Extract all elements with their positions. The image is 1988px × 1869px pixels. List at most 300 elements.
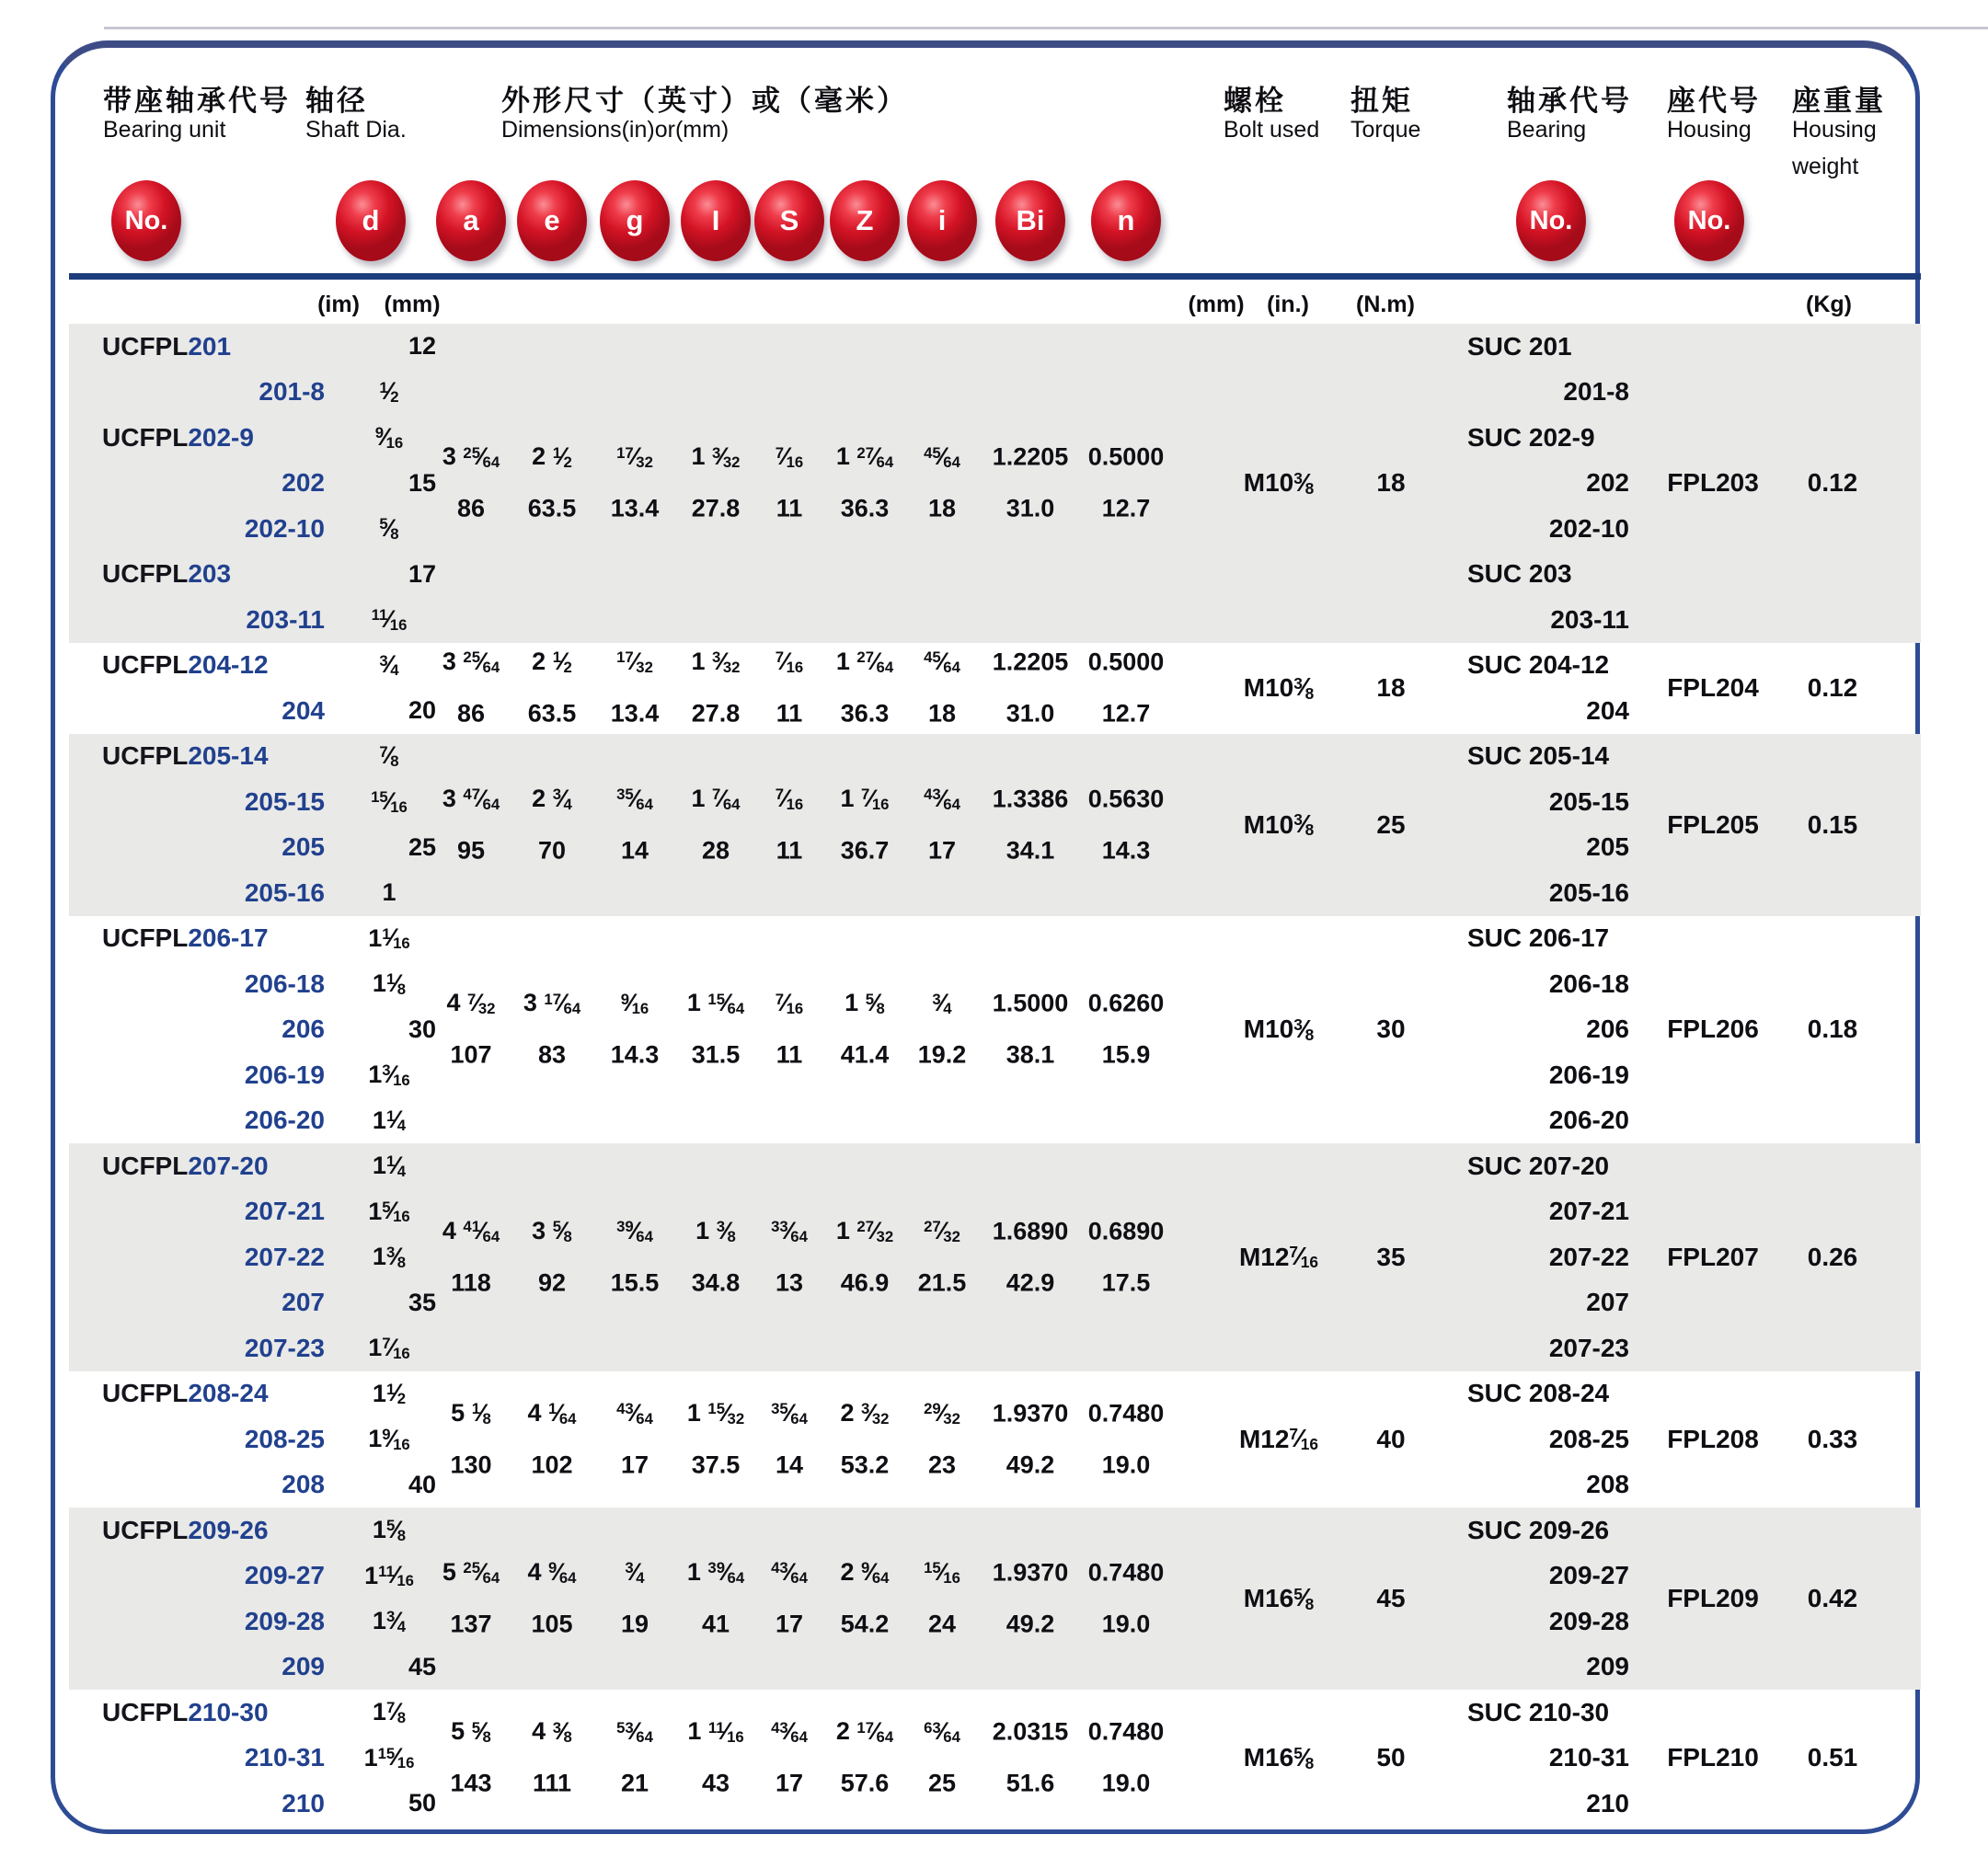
column-badge-i: i: [907, 180, 977, 261]
spec-row: [69, 552, 1921, 598]
shaft-dia-inch: 1 $^7⁄_{16}$: [368, 1333, 410, 1362]
unit-label-bolt_in: (in.): [1267, 292, 1309, 317]
dim-value: 41.4: [840, 1040, 890, 1069]
dim-value: 34.8: [691, 1268, 741, 1297]
dim-value: $^{45}⁄_{64}$: [924, 648, 960, 676]
shaft-dia-inch: $^3⁄_4$: [379, 650, 399, 680]
dim-value: 17: [927, 836, 957, 864]
dim-value: 0.7480: [1087, 1399, 1165, 1428]
bearing-unit-label: 207-22: [244, 1242, 325, 1271]
dim-value: 1 $^{11}⁄_{16}$: [687, 1717, 744, 1747]
bearing-no: 207: [1586, 1288, 1629, 1317]
dim-value: 28: [701, 836, 730, 864]
header-en: Bearing unit: [103, 117, 226, 143]
bearing-unit-label: 209-28: [244, 1606, 325, 1635]
dim-value: 34.1: [1005, 836, 1055, 864]
dim-value: 19.0: [1101, 1610, 1151, 1638]
dim-value: 54.2: [840, 1610, 890, 1638]
housing-no: FPL204: [1667, 673, 1759, 702]
torque-value: 18: [1376, 468, 1406, 498]
shaft-dia-inch: 1: [382, 878, 396, 907]
bearing-unit-label: 205-15: [244, 786, 325, 816]
housing-weight: 0.33: [1807, 1424, 1858, 1453]
spec-row: [69, 370, 1921, 416]
dim-value: $^{63}⁄_{64}$: [924, 1717, 960, 1747]
dim-value: 137: [450, 1610, 492, 1638]
header-zh: 座代号: [1667, 85, 1761, 117]
dims-row-inch: [69, 1392, 1921, 1436]
housing-weight: 0.42: [1807, 1584, 1858, 1612]
dim-value: 107: [450, 1040, 492, 1069]
dims-row-mm: [69, 1602, 1921, 1646]
dim-value: $^{15}⁄_{16}$: [924, 1558, 960, 1587]
dim-value: 4 $^1⁄_{64}$: [527, 1398, 577, 1428]
dim-value: 36.3: [840, 494, 890, 522]
dim-value: 27.8: [691, 699, 741, 728]
spec-row: [69, 734, 1921, 780]
spec-row: [69, 1143, 1921, 1189]
dim-value: 2 $^1⁄_2$: [532, 648, 572, 676]
bearing-unit-label: 207-23: [244, 1333, 325, 1362]
column-badge-no: No.: [1516, 180, 1586, 261]
bearing-no: 202: [1586, 468, 1629, 498]
dim-value: 0.7480: [1087, 1558, 1165, 1587]
dim-value: 31.0: [1005, 699, 1055, 728]
dim-value: 24: [927, 1610, 957, 1638]
dim-value: $^{43}⁄_{64}$: [924, 784, 960, 813]
spec-block: [69, 1143, 1921, 1371]
bolt-size: M16 $^5⁄_8$: [1243, 1742, 1315, 1772]
dim-value: 43: [701, 1769, 730, 1797]
dims-row-inch: [69, 640, 1921, 684]
bearing-unit-label: 205-16: [244, 877, 325, 907]
shaft-dia-mm: 15: [408, 468, 437, 497]
dim-value: $^7⁄_{16}$: [775, 784, 804, 813]
dim-value: 86: [456, 494, 486, 522]
dim-value: 3 $^{25}⁄_{64}$: [442, 648, 500, 676]
dim-value: $^{43}⁄_{64}$: [771, 1558, 808, 1587]
column-badge-z: Z: [830, 180, 900, 261]
dim-value: 49.2: [1005, 1450, 1055, 1479]
dim-value: 18: [927, 494, 957, 522]
shaft-dia-inch: 1 $^3⁄_{16}$: [368, 1060, 410, 1089]
spec-block: [69, 1371, 1921, 1508]
dim-value: 31.5: [691, 1040, 741, 1069]
dim-value: 1.2205: [992, 442, 1069, 471]
bearing-unit-label: UCFPL 206-17: [102, 923, 269, 953]
spec-row: [69, 870, 1921, 916]
housing-no: FPL205: [1667, 809, 1759, 839]
dim-value: 102: [531, 1450, 573, 1479]
dim-value: 86: [456, 699, 486, 728]
housing-weight: 0.26: [1807, 1242, 1858, 1271]
bearing-unit-label: 206-19: [244, 1060, 325, 1089]
torque-value: 30: [1376, 1015, 1406, 1044]
header-zh: 螺栓: [1224, 85, 1286, 117]
bearing-unit-label: 210: [282, 1788, 325, 1817]
dim-value: 95: [456, 836, 486, 864]
shaft-dia-mm: 30: [408, 1015, 437, 1043]
dim-value: 14: [775, 1450, 804, 1479]
bearing-unit-label: 202-10: [244, 513, 325, 543]
dim-value: $^{29}⁄_{32}$: [924, 1398, 960, 1428]
dim-value: 105: [531, 1610, 573, 1638]
dim-value: 1.9370: [992, 1558, 1069, 1587]
bearing-unit-label: 203-11: [246, 604, 325, 634]
dim-value: 11: [776, 836, 803, 864]
column-badge-no: No.: [111, 180, 181, 261]
dim-value: 51.6: [1005, 1769, 1055, 1797]
bearing-unit-label: 206-18: [244, 969, 325, 998]
dim-value: 19.2: [917, 1040, 967, 1069]
bearing-no: SUC 209-26: [1467, 1515, 1610, 1544]
dim-value: 1 $^{27}⁄_{64}$: [835, 648, 894, 676]
dim-value: 1 $^3⁄_{32}$: [691, 442, 741, 472]
spec-row: [69, 597, 1921, 643]
dim-value: 13: [775, 1268, 804, 1297]
dim-value: 14.3: [610, 1040, 660, 1069]
dim-value: $^7⁄_{16}$: [775, 442, 804, 472]
dim-value: 17: [620, 1450, 649, 1479]
bearing-no: SUC 208-24: [1467, 1379, 1610, 1408]
dim-value: 12.7: [1101, 699, 1151, 728]
shaft-dia-mm: 25: [408, 832, 437, 861]
housing-no: FPL209: [1667, 1584, 1759, 1612]
dim-value: 70: [537, 836, 567, 864]
dim-value: $^{33}⁄_{64}$: [771, 1216, 808, 1245]
bearing-no: SUC 205-14: [1467, 741, 1610, 771]
dim-value: 0.6260: [1087, 989, 1165, 1017]
dim-value: 1 $^3⁄_8$: [695, 1216, 736, 1245]
dim-value: 0.5630: [1087, 785, 1165, 812]
shaft-dia-inch: 1 $^9⁄_{16}$: [368, 1424, 410, 1453]
bearing-no: 206: [1586, 1015, 1629, 1044]
column-badge-s: S: [754, 180, 824, 261]
dim-value: 21.5: [917, 1268, 967, 1297]
dim-value: $^7⁄_{16}$: [775, 648, 804, 676]
dim-value: 111: [532, 1769, 572, 1797]
bearing-unit-label: 205: [282, 832, 325, 862]
spec-row: [69, 1098, 1921, 1144]
dim-value: 4 $^{41}⁄_{64}$: [442, 1216, 500, 1245]
dim-value: 1 $^3⁄_{32}$: [691, 648, 741, 676]
torque-value: 18: [1376, 673, 1406, 702]
dim-value: 2 $^{17}⁄_{64}$: [835, 1717, 894, 1747]
shaft-dia-inch: 1 $^5⁄_{16}$: [368, 1197, 410, 1226]
bearing-unit-label: 204: [282, 695, 325, 725]
bearing-no: 206-18: [1548, 969, 1629, 998]
dim-value: 15.5: [610, 1268, 660, 1297]
unit-label-d_in: (im): [317, 292, 360, 317]
dim-value: 1 $^{27}⁄_{32}$: [835, 1216, 894, 1245]
dim-value: 15.9: [1101, 1040, 1151, 1069]
spec-block: [69, 643, 1921, 734]
bearing-no: 202-10: [1548, 513, 1629, 543]
unit-label-bolt_mm: (mm): [1188, 292, 1245, 317]
dim-value: 0.5000: [1087, 648, 1165, 676]
header-en: Torque: [1350, 117, 1421, 143]
torque-value: 50: [1376, 1743, 1406, 1772]
dim-value: 36.3: [840, 699, 890, 728]
shaft-dia-inch: 1 $^3⁄_4$: [372, 1606, 407, 1635]
dim-value: 42.9: [1005, 1268, 1055, 1297]
dim-value: 11: [776, 1040, 803, 1069]
dims-row-inch: [69, 435, 1921, 479]
shaft-dia-inch: 1 $^1⁄_2$: [372, 1379, 407, 1408]
bearing-unit-label: UCFPL 202-9: [102, 422, 254, 452]
dims-row-mm: [69, 829, 1921, 873]
dim-value: 46.9: [840, 1268, 890, 1297]
header-en: Bearing: [1507, 117, 1587, 143]
header-zh: 座重量: [1792, 85, 1886, 117]
dim-value: 14.3: [1101, 836, 1151, 864]
housing-weight: 0.12: [1807, 468, 1858, 498]
dim-value: $^{27}⁄_{32}$: [924, 1216, 960, 1245]
dim-value: 1.9370: [992, 1399, 1069, 1428]
dim-value: 11: [776, 494, 803, 522]
torque-value: 25: [1376, 809, 1406, 839]
dim-value: 31.0: [1005, 494, 1055, 522]
bearing-no: 201-8: [1563, 377, 1629, 407]
dims-row-mm: [69, 1033, 1921, 1077]
dim-value: 1 $^{15}⁄_{32}$: [686, 1398, 745, 1428]
shaft-dia-inch: 1 $^{15}⁄_{16}$: [363, 1743, 415, 1772]
spec-block: [69, 1690, 1921, 1827]
dim-value: 5 $^5⁄_8$: [451, 1717, 491, 1747]
unit-label-torque: (N.m): [1356, 292, 1415, 317]
housing-no: FPL203: [1667, 468, 1759, 498]
spec-row: [69, 324, 1921, 370]
bearing-no: 209: [1586, 1652, 1629, 1681]
bolt-size: M10 $^3⁄_8$: [1243, 1014, 1315, 1044]
unit-label-d_mm: (mm): [384, 292, 441, 317]
bearing-no: 203-11: [1550, 604, 1629, 634]
dim-value: 17: [775, 1769, 804, 1797]
bearing-unit-label: UCFPL 207-20: [102, 1151, 269, 1180]
dim-value: 1 $^7⁄_{64}$: [691, 784, 741, 813]
dim-value: 19.0: [1101, 1450, 1151, 1479]
dim-value: 37.5: [691, 1450, 741, 1479]
dim-value: 1 $^{39}⁄_{64}$: [686, 1558, 745, 1587]
dim-value: $^{17}⁄_{32}$: [616, 648, 653, 676]
spec-row: [69, 1645, 1921, 1691]
dim-value: $^{43}⁄_{64}$: [771, 1717, 808, 1747]
column-badge-bi: Bi: [995, 180, 1065, 261]
spec-block: [69, 916, 1921, 1144]
header-en: Bolt used: [1224, 117, 1320, 143]
header-en: Housing: [1792, 117, 1877, 143]
housing-no: FPL210: [1667, 1743, 1759, 1772]
shaft-dia-inch: 1 $^1⁄_4$: [372, 1151, 407, 1180]
dim-value: 5 $^1⁄_8$: [451, 1398, 491, 1428]
dim-value: $^7⁄_{16}$: [775, 989, 804, 1018]
dim-value: 3 $^5⁄_8$: [532, 1216, 572, 1245]
dim-value: 49.2: [1005, 1610, 1055, 1638]
bearing-no: 210-31: [1548, 1743, 1629, 1772]
bearing-unit-label: UCFPL 201: [102, 331, 232, 361]
bearing-unit-label: 206: [282, 1015, 325, 1044]
header-zh: 轴承代号: [1507, 85, 1632, 117]
dim-value: 18: [927, 699, 957, 728]
bolt-size: M12 $^7⁄_{16}$: [1238, 1242, 1319, 1272]
bearing-no: 205-15: [1548, 786, 1629, 816]
dim-value: 14: [620, 836, 649, 864]
dim-value: 2 $^1⁄_2$: [532, 442, 572, 472]
dim-value: 1 $^{27}⁄_{64}$: [835, 442, 894, 472]
spec-row: [69, 1325, 1921, 1371]
shaft-dia-inch: 1 $^3⁄_8$: [372, 1242, 407, 1271]
bearing-no: SUC 204-12: [1467, 650, 1610, 680]
torque-value: 45: [1376, 1584, 1406, 1612]
dim-value: 57.6: [840, 1769, 890, 1797]
dim-value: 19: [620, 1610, 649, 1638]
unit-label-weight: (Kg): [1806, 292, 1852, 317]
shaft-dia-inch: 1 $^5⁄_8$: [372, 1515, 407, 1544]
dim-value: $^{53}⁄_{64}$: [616, 1717, 653, 1747]
bolt-size: M12 $^7⁄_{16}$: [1238, 1424, 1319, 1454]
bearing-no: 207-23: [1548, 1333, 1629, 1362]
header-en: Shaft Dia.: [305, 117, 407, 143]
shaft-dia-mm: 20: [408, 696, 437, 725]
bearing-no: 208-25: [1548, 1424, 1629, 1453]
top-divider-line: [104, 27, 1988, 29]
dim-value: 53.2: [840, 1450, 890, 1479]
bearing-unit-label: 202: [282, 468, 325, 498]
dims-row-inch: [69, 981, 1921, 1026]
dim-value: 63.5: [527, 494, 577, 522]
dim-value: 17: [775, 1610, 804, 1638]
shaft-dia-inch: $^7⁄_8$: [379, 741, 399, 771]
dim-value: 1 $^7⁄_{16}$: [840, 784, 890, 813]
dim-value: 3 $^{17}⁄_{64}$: [523, 989, 581, 1018]
header-rule: [69, 273, 1921, 280]
spec-row: [69, 1508, 1921, 1554]
shaft-dia-inch: $^{11}⁄_{16}$: [371, 604, 408, 634]
bearing-no: 209-27: [1548, 1561, 1629, 1590]
bearing-unit-label: UCFPL 204-12: [102, 650, 269, 680]
shaft-dia-inch: $^1⁄_2$: [379, 377, 399, 407]
bearing-no: 210: [1586, 1788, 1629, 1817]
housing-no: FPL208: [1667, 1424, 1759, 1453]
dim-value: 92: [537, 1268, 567, 1297]
spec-block: [69, 734, 1921, 916]
dim-value: 41: [701, 1610, 730, 1638]
bearing-unit-label: 209: [282, 1652, 325, 1681]
bearing-no: 205: [1586, 832, 1629, 862]
bearing-no: 209-28: [1548, 1606, 1629, 1635]
dim-value: 13.4: [610, 699, 660, 728]
bearing-no: 204: [1586, 695, 1629, 725]
dim-value: 13.4: [610, 494, 660, 522]
header-en: Dimensions(in)or(mm): [501, 117, 730, 143]
bolt-size: M10 $^3⁄_8$: [1243, 808, 1315, 840]
dim-value: 143: [450, 1769, 492, 1797]
torque-value: 40: [1376, 1424, 1406, 1453]
column-badge-no: No.: [1674, 180, 1744, 261]
header-en: Housing: [1667, 117, 1752, 143]
torque-value: 35: [1376, 1242, 1406, 1271]
dim-value: 36.7: [840, 836, 890, 864]
dim-value: 12.7: [1101, 494, 1151, 522]
bolt-size: M16 $^5⁄_8$: [1243, 1583, 1315, 1613]
spec-block: [69, 1508, 1921, 1690]
dim-value: 0.5000: [1087, 442, 1165, 471]
dim-value: 5 $^{25}⁄_{64}$: [442, 1558, 500, 1587]
dim-value: 4 $^7⁄_{32}$: [446, 989, 496, 1018]
dims-row-mm: [69, 1443, 1921, 1487]
column-badge-i: I: [681, 180, 751, 261]
dim-value: $^{45}⁄_{64}$: [924, 442, 960, 472]
dim-value: 19.0: [1101, 1769, 1151, 1797]
bearing-unit-label: 201-8: [259, 377, 325, 407]
shaft-dia-inch: 1 $^1⁄_{16}$: [368, 923, 410, 953]
bearing-unit-label: 207: [282, 1288, 325, 1317]
column-badge-a: a: [436, 180, 506, 261]
bearing-unit-label: 208: [282, 1470, 325, 1499]
dims-row-inch: [69, 1210, 1921, 1254]
shaft-dia-inch: $^{15}⁄_{16}$: [371, 786, 408, 816]
header-zh: 轴径: [305, 85, 368, 117]
bearing-unit-label: 210-31: [244, 1743, 325, 1772]
dim-value: 0.7480: [1087, 1717, 1165, 1746]
bearing-no: 207-22: [1548, 1242, 1629, 1271]
bearing-unit-label: UCFPL 205-14: [102, 741, 269, 771]
dim-value: $^{35}⁄_{64}$: [616, 784, 653, 813]
dim-value: 1.6890: [992, 1217, 1069, 1245]
housing-weight: 0.12: [1807, 673, 1858, 702]
dim-value: 1 $^{15}⁄_{64}$: [686, 989, 745, 1018]
dim-value: $^{35}⁄_{64}$: [771, 1398, 808, 1428]
housing-no: FPL206: [1667, 1015, 1759, 1044]
header-zh: 扭矩: [1350, 85, 1413, 117]
column-badge-d: d: [336, 180, 406, 261]
dim-value: 25: [927, 1769, 957, 1797]
dims-row-mm: [69, 487, 1921, 531]
dim-value: $^{17}⁄_{32}$: [616, 442, 653, 472]
shaft-dia-inch: $^5⁄_8$: [379, 513, 399, 543]
bolt-size: M10 $^3⁄_8$: [1243, 672, 1315, 703]
dim-value: 2 $^9⁄_{64}$: [840, 1558, 890, 1587]
shaft-dia-inch: $^9⁄_{16}$: [374, 422, 404, 452]
dim-value: 4 $^3⁄_8$: [532, 1717, 572, 1747]
dim-value: $^{43}⁄_{64}$: [616, 1398, 653, 1428]
dim-value: 2 $^3⁄_4$: [532, 784, 572, 813]
dim-value: 3 $^{25}⁄_{64}$: [442, 442, 500, 472]
bearing-unit-label: 207-21: [244, 1197, 325, 1226]
dims-row-inch: [69, 1710, 1921, 1754]
header-zh: 带座轴承代号: [103, 85, 291, 117]
bearing-unit-label: UCFPL 208-24: [102, 1379, 269, 1408]
bearing-unit-label: UCFPL 209-26: [102, 1515, 269, 1544]
bolt-size: M10 $^3⁄_8$: [1243, 467, 1315, 498]
bearing-no: 206-19: [1548, 1060, 1629, 1089]
shaft-dia-inch: 1 $^7⁄_8$: [372, 1697, 407, 1726]
dim-value: 11: [776, 699, 803, 728]
dim-value: 1.2205: [992, 648, 1069, 676]
dim-value: 23: [927, 1450, 957, 1479]
shaft-dia-inch: 1 $^1⁄_8$: [372, 969, 407, 998]
dim-value: 4 $^9⁄_{64}$: [527, 1558, 577, 1587]
bearing-no: SUC 207-20: [1467, 1151, 1610, 1180]
dims-row-inch: [69, 1551, 1921, 1595]
bearing-no: SUC 202-9: [1467, 422, 1595, 452]
shaft-dia-inch: 1 $^{11}⁄_{16}$: [364, 1561, 414, 1590]
housing-weight: 0.51: [1807, 1743, 1858, 1772]
dim-value: 1.3386: [992, 785, 1069, 812]
bearing-no: SUC 210-30: [1467, 1697, 1610, 1726]
dim-value: 38.1: [1005, 1040, 1055, 1069]
dim-value: $^{39}⁄_{64}$: [616, 1216, 653, 1245]
